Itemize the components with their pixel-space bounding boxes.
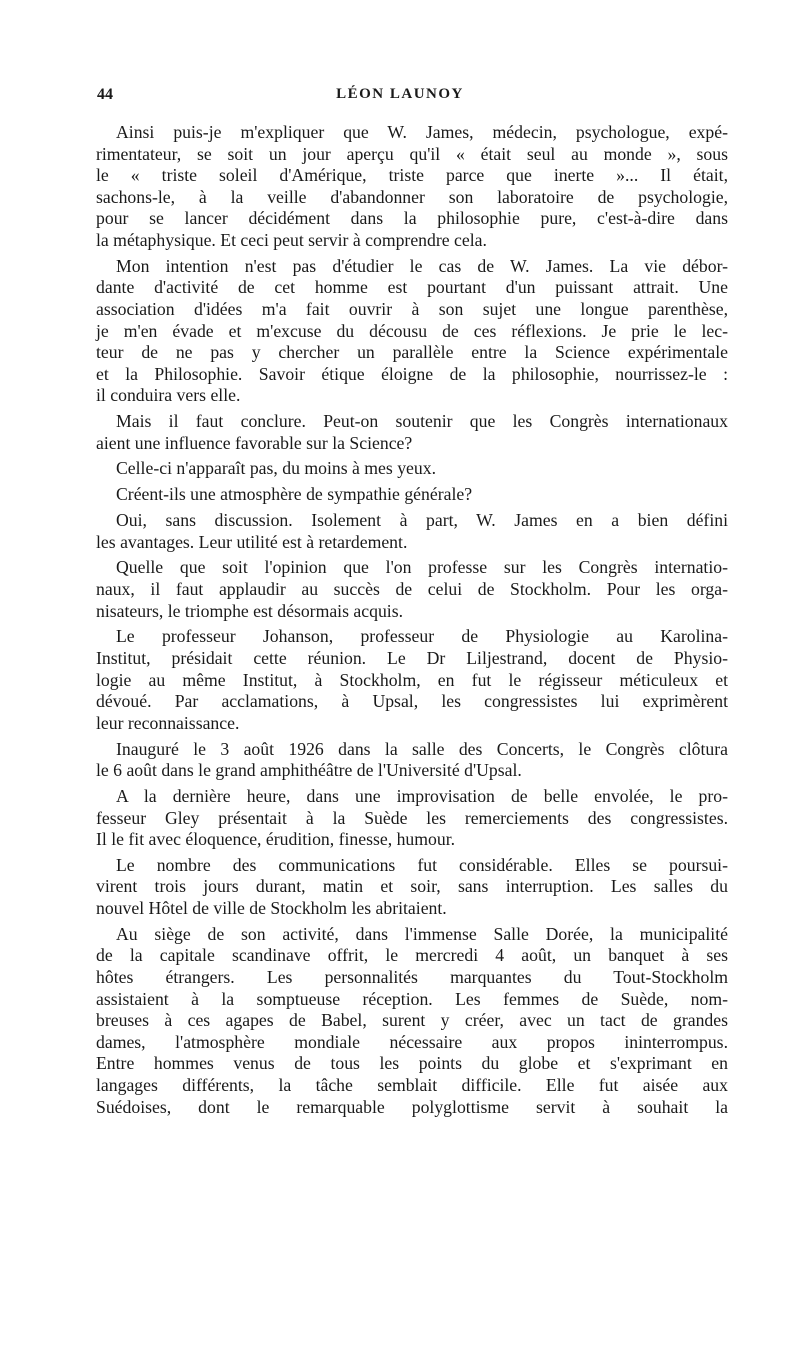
text-line: sachons-le, à la veille d'abandonner son laboratoire de psychologie, <box>96 186 728 207</box>
text-line: association d'idées m'a fait ouvrir à son sujet une longue parenthèse, <box>96 298 728 319</box>
text-line: les avantages. Leur utilité est à retardement. <box>96 531 408 552</box>
text-line: A la dernière heure, dans une improvisation de belle envolée, le pro- <box>116 785 728 806</box>
text-line: Entre hommes venus de tous les points du globe et s'exprimant en <box>96 1053 728 1074</box>
body-text <box>96 122 728 1122</box>
text-line: naux, il faut applaudir au succès de celui de Stockholm. Pour les orga- <box>96 579 728 599</box>
paragraph <box>96 626 728 734</box>
text-line: dévoué. Par acclamations, à Upsal, les congressistes lui exprimèrent <box>96 691 728 712</box>
text-line: Mais il faut conclure. Peut-on soutenir que les Congrès internationaux <box>116 411 728 432</box>
text-line: Il le fit avec éloquence, érudition, finesse, humour. <box>96 829 456 850</box>
text-line: rimentateur, se soit un jour aperçu qu'il « était seul au monde », sous <box>96 143 728 164</box>
text-line: Ainsi puis-je m'expliquer que W. James, médecin, psychologue, expé- <box>116 122 728 142</box>
text-line: Institut, présidait cette réunion. Le Dr Liljestrand, docent de Physio- <box>96 647 728 668</box>
text-line: et la Philosophie. Savoir étique éloigne de la philosophie, nourrissez-le : <box>96 363 728 384</box>
text-line: breuses à ces agapes de Babel, surent y créer, avec un tact de grandes <box>96 1010 728 1031</box>
text-line: Suédoises, dont le remarquable polyglottisme servit à souhait la <box>96 1096 728 1117</box>
text-line: le 6 août dans le grand amphithéâtre de l'Université d'Upsal. <box>96 760 522 781</box>
text-line: la métaphysique. Et ceci peut servir à comprendre cela. <box>96 229 487 250</box>
text-line: teur de ne pas y chercher un parallèle entre la Science expérimentale <box>96 342 728 363</box>
paragraph <box>96 484 728 506</box>
paragraph <box>96 855 728 920</box>
text-line: dames, l'atmosphère mondiale nécessaire aux propos ininterrompus. <box>96 1031 728 1052</box>
text-line: nouvel Hôtel de ville de Stockholm les abritaient. <box>96 898 447 919</box>
text-line: leur reconnaissance. <box>96 712 240 733</box>
text-line: Le nombre des communications fut considérable. Elles se poursui- <box>116 854 728 875</box>
text-line: hôtes étrangers. Les personnalités marquantes du Tout-Stockholm <box>96 967 728 988</box>
running-head: LÉON LAUNOY <box>336 86 464 102</box>
text-line: virent trois jours durant, matin et soir, sans interruption. Les salles du <box>96 876 728 897</box>
paragraph <box>96 256 728 407</box>
paragraph <box>96 786 728 851</box>
text-line: je m'en évade et m'excuse du décousu de ces réflexions. Je prie le lec- <box>96 320 728 341</box>
paragraph <box>96 510 728 553</box>
text-line: Quelle que soit l'opinion que l'on professe sur les Congrès internatio- <box>116 557 728 578</box>
text-line: assistaient à la somptueuse réception. Les femmes de Suède, nom- <box>96 988 728 1009</box>
text-line: Oui, sans discussion. Isolement à part, W. James en a bien défini <box>116 510 728 531</box>
text-line: nisateurs, le triomphe est désormais acquis. <box>96 600 404 621</box>
paragraph <box>96 557 728 622</box>
paragraph <box>96 458 728 480</box>
text-line: Le professeur Johanson, professeur de Physiologie au Karolina- <box>116 626 728 647</box>
text-line: fesseur Gley présentait à la Suède les remerciements des congressistes. <box>96 807 728 828</box>
text-line: Au siège de son activité, dans l'immense Salle Dorée, la municipalité <box>116 923 728 944</box>
text-line: le « triste soleil d'Amérique, triste parce que inerte »... Il était, <box>96 165 728 186</box>
text-line: de la capitale scandinave offrit, le mercredi 4 août, un banquet à ses <box>96 945 728 966</box>
text-line: Inauguré le 3 août 1926 dans la salle des Concerts, le Congrès clôtura <box>116 738 728 759</box>
text-line: dante d'activité de cet homme est pourtant d'un puissant attrait. Une <box>96 277 728 298</box>
paragraph <box>96 122 728 252</box>
text-line: langages différents, la tâche semblait difficile. Elle fut aisée aux <box>96 1075 728 1095</box>
text-line: Celle-ci n'apparaît pas, du moins à mes yeux. <box>116 458 436 479</box>
paragraph <box>96 924 728 1118</box>
text-line: aient une influence favorable sur la Science? <box>96 432 413 453</box>
text-line: il conduira vers elle. <box>96 385 241 406</box>
paragraph <box>96 411 728 454</box>
page-number: 44 <box>97 86 113 103</box>
text-line: logie au même Institut, à Stockholm, en fut le régisseur méticuleux et <box>96 669 728 690</box>
paragraph <box>96 739 728 782</box>
text-line: Mon intention n'est pas d'étudier le cas de W. James. La vie débor- <box>116 255 728 276</box>
text-line: pour se lancer décidément dans la philosophie pure, c'est-à-dire dans <box>96 208 728 229</box>
text-line: Créent-ils une atmosphère de sympathie générale? <box>116 484 473 505</box>
